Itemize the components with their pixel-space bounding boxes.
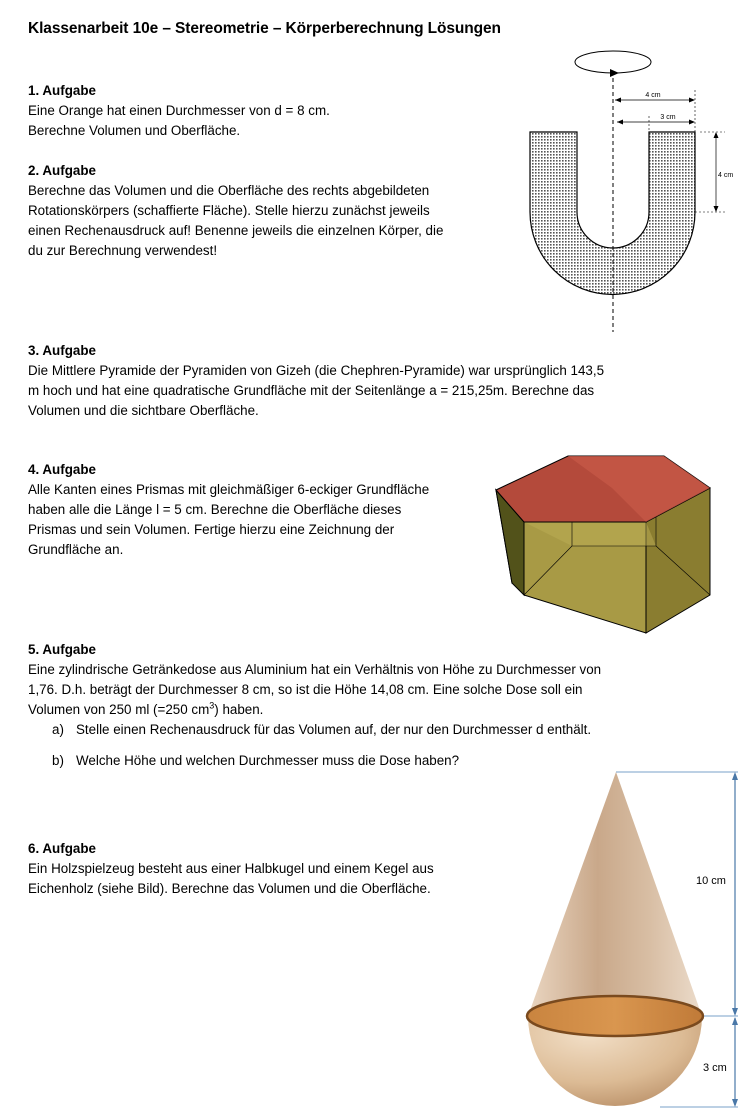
subtask-label: a)	[52, 722, 64, 737]
task-4	[28, 460, 478, 560]
task-4-line: Grundfläche an.	[28, 542, 124, 557]
task-3-line: m hoch und hat eine quadratische Grundfläche mit der Seitenlänge a = 215,25m. Berechne das	[28, 383, 595, 398]
task-3-heading: 3. Aufgabe	[28, 343, 96, 358]
task-3	[28, 341, 678, 421]
task-3-line: Volumen und die sichtbare Oberfläche.	[28, 403, 259, 418]
wooden-toy-figure	[520, 766, 746, 1117]
task-6-line: Ein Holzspielzeug besteht aus einer Halbkugel und einem Kegel aus	[28, 861, 434, 876]
task-5-volume-line	[28, 700, 678, 720]
task-4-line: Prismas und sein Volumen. Fertige hierzu eine Zeichnung der	[28, 522, 395, 537]
hemisphere-label: 3 cm	[703, 1062, 727, 1074]
task-6-line: Eichenholz (siehe Bild). Berechne das Volumen und die Oberfläche.	[28, 881, 431, 896]
height-label: 4 cm	[718, 172, 734, 179]
task-5-line: 1,76. D.h. beträgt der Durchmesser 8 cm, so ist die Höhe 14,08 cm. Eine solche Dose soll ein	[28, 682, 583, 697]
task-2-line: Berechne das Volumen und die Oberfläche des rechts abgebildeten	[28, 183, 430, 198]
hexagonal-prism-figure	[492, 452, 722, 642]
subtask-label: b)	[52, 753, 64, 768]
task-2-line: Rotationskörpers (schaffierte Fläche). Stelle hierzu zunächst jeweils	[28, 203, 430, 218]
cone-height-label: 10 cm	[696, 875, 726, 887]
cut-surface	[527, 996, 703, 1036]
cone	[528, 772, 702, 1016]
task-1-line: Berechne Volumen und Oberfläche.	[28, 123, 241, 138]
subtask-a	[52, 720, 678, 740]
task-6	[28, 839, 488, 899]
task-1-heading: 1. Aufgabe	[28, 83, 96, 98]
rotation-arrow-icon	[610, 69, 619, 77]
task-2	[28, 161, 498, 261]
task-1-line: Eine Orange hat einen Durchmesser von d = 8 cm.	[28, 103, 330, 118]
page-title: Klassenarbeit 10e – Stereometrie – Körperberechnung Lösungen	[28, 20, 501, 37]
outer-width-label: 4 cm	[645, 92, 661, 99]
task-4-line: Alle Kanten eines Prismas mit gleichmäßiger 6-eckiger Grundfläche	[28, 482, 430, 497]
task-1	[28, 81, 498, 141]
rotation-ellipse	[575, 51, 651, 73]
volume-text-before: Volumen von 250 ml (=250 cm	[28, 702, 210, 717]
task-5-line: Eine zylindrische Getränkedose aus Aluminium hat ein Verhältnis von Höhe zu Durchmesser von	[28, 662, 602, 677]
task-2-line: du zur Berechnung verwendest!	[28, 243, 218, 258]
subtask-text: Welche Höhe und welchen Durchmesser muss die Dose haben?	[76, 753, 460, 768]
task-3-line: Die Mittlere Pyramide der Pyramiden von Gizeh (die Chephren-Pyramide) war ursprünglich 143,5	[28, 363, 605, 378]
task-4-line: haben alle die Länge l = 5 cm. Berechne die Oberfläche dieses	[28, 502, 402, 517]
task-4-heading: 4. Aufgabe	[28, 462, 96, 477]
volume-text-after: ) haben.	[214, 702, 264, 717]
volume-exponent: 3	[209, 700, 215, 711]
task-6-heading: 6. Aufgabe	[28, 841, 96, 856]
inner-width-label: 3 cm	[660, 114, 676, 121]
task-2-heading: 2. Aufgabe	[28, 163, 96, 178]
task-2-line: einen Rechenausdruck auf! Benenne jeweils die einzelnen Körper, die	[28, 223, 444, 238]
subtask-text: Stelle einen Rechenausdruck für das Volumen auf, der nur den Durchmesser d enthält.	[76, 722, 592, 737]
task-5	[28, 640, 678, 771]
task-5-heading: 5. Aufgabe	[28, 642, 96, 657]
rotation-body-figure	[520, 40, 746, 335]
